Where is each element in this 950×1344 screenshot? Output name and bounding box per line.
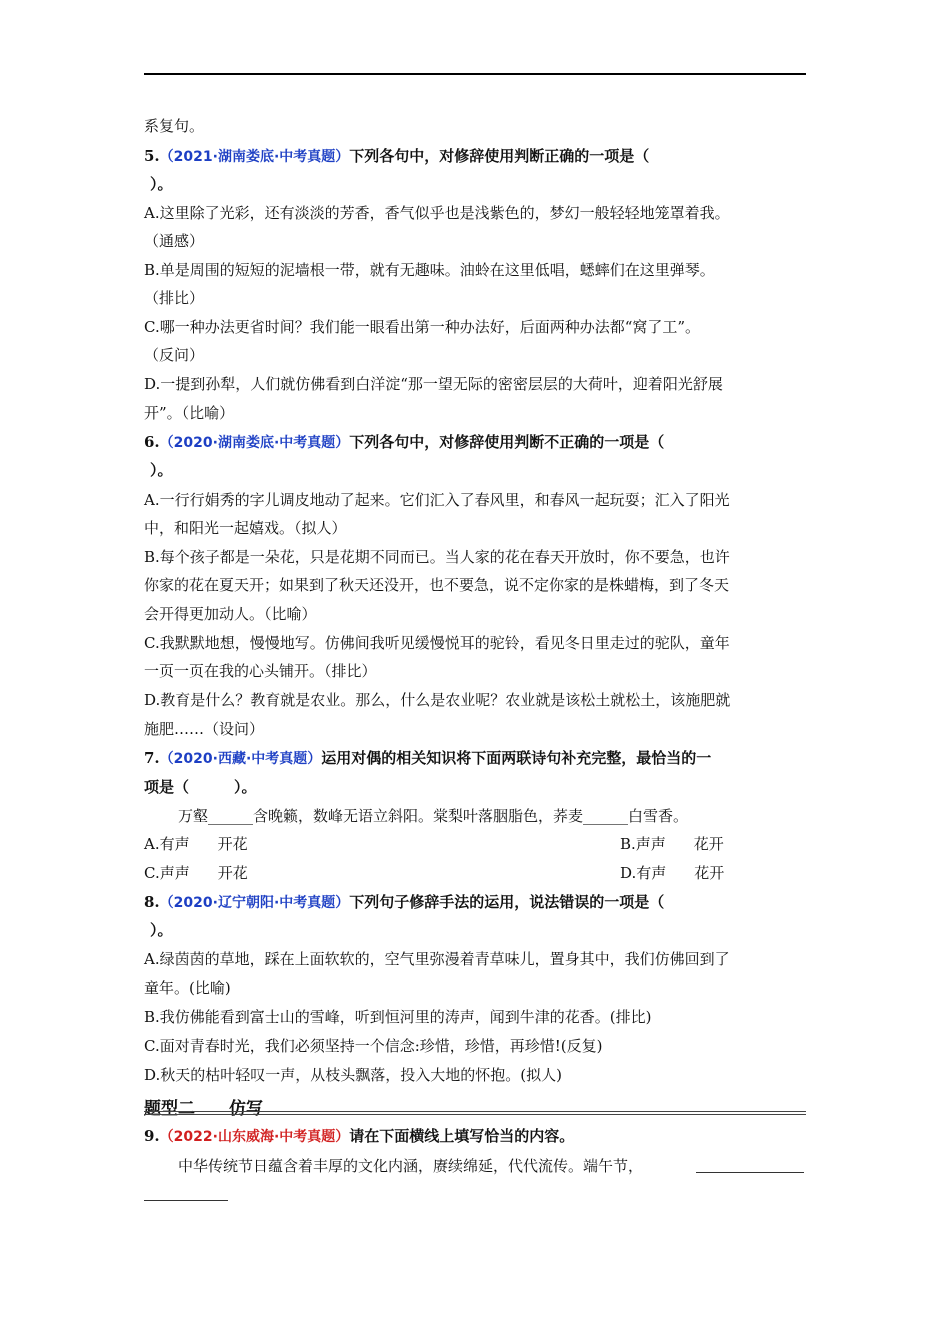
option-c-cont: 一页一页在我的心头铺开。（排比） <box>144 662 377 680</box>
option-d: D.有声 <box>620 864 667 882</box>
question-stem: 下列各句中，对修辞使用判断不正确的一项是（ <box>349 433 665 451</box>
section-rule <box>144 1111 806 1112</box>
option-c: C.面对青春时光，我们必须坚持一个信念:珍惜，珍惜，再珍惜!(反复) <box>144 1037 603 1055</box>
option-b-cont: 你家的花在夏天开；如果到了秋天还没开，也不要急，说不定你家的是株蜡梅，到了冬天 <box>144 576 730 594</box>
section-title: 仿写 <box>229 1099 263 1119</box>
question-7-header <box>144 748 711 769</box>
question-8-header <box>144 892 664 913</box>
options-row <box>144 834 806 854</box>
option-c: C.哪一种办法更省时间？我们能一眼看出第一种办法好，后面两种办法都“窝了工”。 <box>144 318 701 336</box>
option-d: D.教育是什么？教育就是农业。那么，什么是农业呢？农业就是该松土就松土，该施肥就 <box>144 691 731 709</box>
option-a-cont: 童年。(比喻) <box>144 979 231 997</box>
option-c-value: 开花 <box>217 864 248 882</box>
question-stem: 运用对偶的相关知识将下面两联诗句补充完整，最恰当的一 <box>321 749 712 767</box>
question-stem: 请在下面横线上填写恰当的内容。 <box>349 1127 575 1145</box>
option-a: A.一行行娟秀的字儿调皮地动了起来。它们汇入了春风里，和春风一起玩耍；汇入了阳光 <box>144 491 730 509</box>
question-stem-cont: ）。 <box>150 921 173 939</box>
option-b: B.声声 <box>620 835 666 853</box>
question-number: 8. <box>144 893 160 911</box>
question-number: 5. <box>144 147 160 165</box>
option-a: A.有声 <box>144 835 190 853</box>
text-line: 系复句。 <box>144 117 205 135</box>
question-number: 7. <box>144 749 160 767</box>
question-source: （2020·湖南娄底·中考真题） <box>159 435 350 451</box>
question-5-header <box>144 146 649 167</box>
option-b: B.每个孩子都是一朵花，只是花期不同而已。当人家的花在春天开放时，你不要急，也许 <box>144 548 730 566</box>
option-d-value: 花开 <box>694 864 725 882</box>
question-9-header <box>144 1126 574 1147</box>
option-c-cont: （反问） <box>144 346 205 364</box>
option-a-cont: 中，和阳光一起嬉戏。（拟人） <box>144 519 347 537</box>
option-d-cont: 施肥……（设问） <box>144 720 265 738</box>
header-rule <box>144 73 806 75</box>
option-a: A.这里除了光彩，还有淡淡的芳香，香气似乎也是浅紫色的，梦幻一般轻轻地笼罩着我。 <box>144 204 730 222</box>
question-6-header <box>144 432 664 453</box>
passage-line: 中华传统节日蕴含着丰厚的文化内涵，赓续绵延，代代流传。端午节， <box>178 1157 644 1175</box>
option-b-value: 花开 <box>693 835 724 853</box>
question-source: （2021·湖南娄底·中考真题） <box>159 149 350 165</box>
question-stem-cont: ）。 <box>150 175 173 193</box>
question-stem: 下列句子修辞手法的运用，说法错误的一项是（ <box>349 893 665 911</box>
question-source: （2020·辽宁朝阳·中考真题） <box>159 895 350 911</box>
option-b: B.单是周围的短短的泥墙根一带，就有无趣味。油蛉在这里低唱，蟋蟀们在这里弹琴。 <box>144 261 715 279</box>
poem-line: 万壑______含晚籁，数峰无语立斜阳。棠梨叶落胭脂色，荞麦______白雪香。 <box>178 807 689 825</box>
question-number: 6. <box>144 433 160 451</box>
option-a-cont: （通感） <box>144 232 205 250</box>
question-number: 9. <box>144 1127 160 1145</box>
option-b-cont: （排比） <box>144 289 205 307</box>
question-source: （2022·山东威海·中考真题） <box>159 1129 350 1145</box>
option-c: C.我默默地想，慢慢地写。仿佛间我听见缓慢悦耳的驼铃，看见冬日里走过的驼队，童年 <box>144 634 730 652</box>
option-a-value: 开花 <box>217 835 248 853</box>
option-b-cont: 会开得更加动人。（比喻） <box>144 605 317 623</box>
section-rule <box>144 1114 806 1115</box>
option-d-cont: 开”。（比喻） <box>144 404 235 422</box>
section-label: 题型二 <box>144 1099 195 1119</box>
question-stem: 下列各句中，对修辞使用判断正确的一项是（ <box>349 147 650 165</box>
question-source: （2020·西藏·中考真题） <box>159 751 322 767</box>
question-stem-cont: 项是（ ）。 <box>144 778 257 796</box>
option-d: D.一提到孙犁，人们就仿佛看到白洋淀“那一望无际的密密层层的大荷叶，迎着阳光舒展 <box>144 375 723 393</box>
option-a: A.绿茵茵的草地，踩在上面软软的，空气里弥漫着青草味儿，置身其中，我们仿佛回到了 <box>144 950 730 968</box>
section-heading <box>144 1094 263 1119</box>
option-c: C.声声 <box>144 864 190 882</box>
option-d: D.秋天的枯叶轻叹一声，从枝头飘落，投入大地的怀抱。(拟人) <box>144 1066 562 1084</box>
answer-blank[interactable] <box>144 1186 228 1201</box>
answer-blank[interactable] <box>696 1158 804 1173</box>
options-row <box>144 863 806 883</box>
option-b: B.我仿佛能看到富士山的雪峰，听到恒河里的涛声，闻到牛津的花香。(排比) <box>144 1008 652 1026</box>
question-stem-cont: ）。 <box>150 461 173 479</box>
